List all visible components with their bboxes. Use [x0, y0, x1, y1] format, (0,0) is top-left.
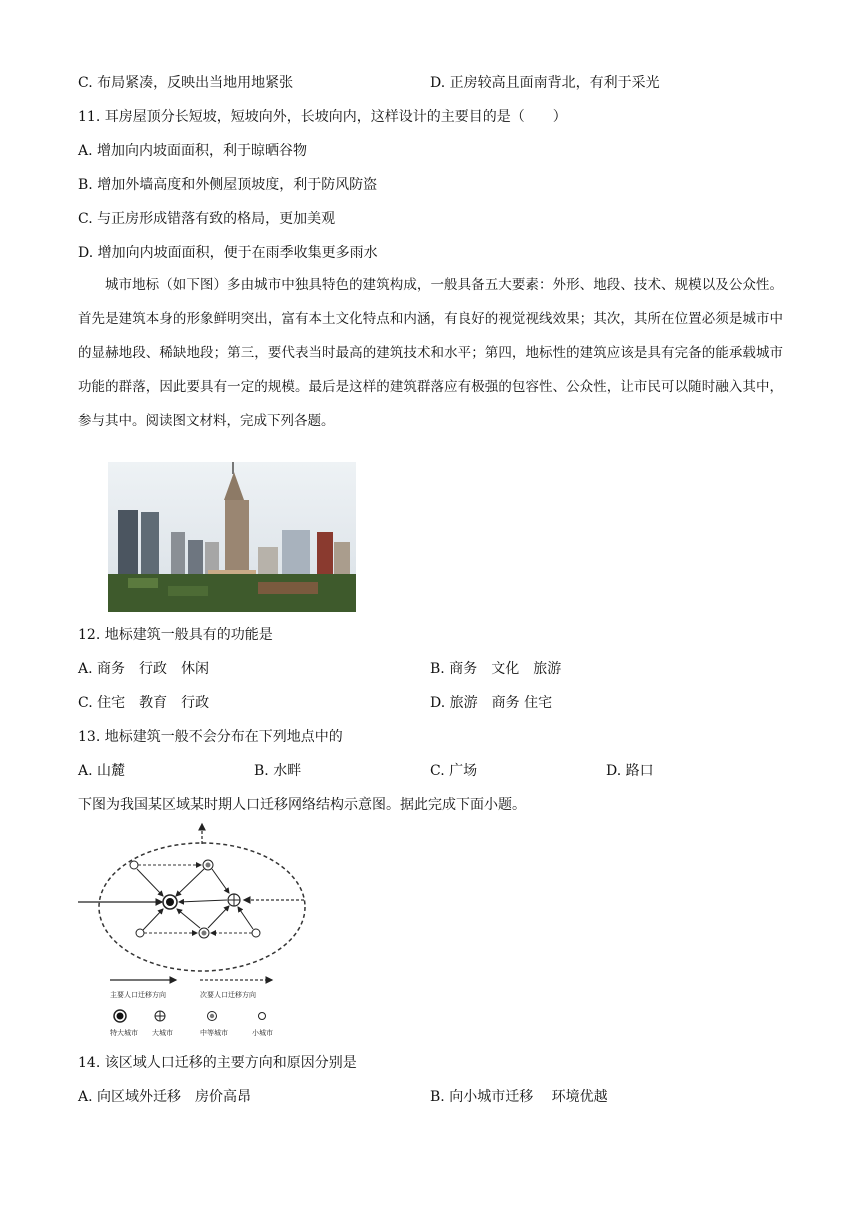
legend-mega-city: 特大城市: [110, 1029, 138, 1037]
q11-option-d: D. 增加向内坡面面积，便于在雨季收集更多雨水: [78, 245, 378, 261]
q13-stem: 13. 地标建筑一般不会分布在下列地点中的: [78, 729, 343, 745]
migration-network-diagram: [78, 820, 310, 1042]
q10-option-c: C. 布局紧凑，反映出当地用地紧张: [78, 75, 294, 91]
q12-option-c: C. 住宅 教育 行政: [78, 695, 210, 711]
q13-option-c: C. 广场: [430, 763, 478, 779]
passage-text: 城市地标（如下图）多由城市中独具特色的建筑构成，一般具备五大要素：外形、地段、技术、规模以及公众性。首先是建筑本身的形象鲜明突出，富有本土文化特点和内涵，有良好的视觉视线效果；其次，其所在位置必须是城市中的显赫地段、稀缺地段；第三，要代表当时最高的建筑技术和水平；第四，地标性的建筑应该是具有完备的能承载城市功能的群落，因此要具有一定的规模。最后是这样的建筑群落应有极强的包容性、公众性，让市民可以随时融入其中，参与其中。阅读图文材料，完成下列各题。: [78, 277, 783, 429]
q12-stem: 12. 地标建筑一般具有的功能是: [78, 627, 273, 643]
q14-stem: 14. 该区域人口迁移的主要方向和原因分别是: [78, 1055, 357, 1071]
q12-option-a: A. 商务 行政 休闲: [78, 661, 210, 677]
q14-intro: 下图为我国某区域某时期人口迁移网络结构示意图。据此完成下面小题。: [78, 797, 526, 813]
q14-option-a: A. 向区域外迁移 房价高昂: [78, 1089, 252, 1105]
q11-option-a: A. 增加向内坡面面积，利于晾晒谷物: [78, 143, 308, 159]
legend-large-city: 大城市: [152, 1029, 173, 1037]
q12-option-d: D. 旅游 商务 住宅: [430, 695, 553, 711]
q11-stem: 11. 耳房屋顶分长短坡，短坡向外，长坡向内，这样设计的主要目的是（ ）: [78, 109, 567, 125]
q13-option-d: D. 路口: [606, 763, 654, 779]
legend-small-city: 小城市: [252, 1029, 273, 1037]
q12-option-b: B. 商务 文化 旅游: [430, 661, 562, 677]
q13-option-a: A. 山麓: [78, 763, 126, 779]
legend-secondary-migration: 次要人口迁移方向: [200, 991, 256, 999]
q14-option-b: B. 向小城市迁移 环境优越: [430, 1089, 608, 1105]
q11-option-b: B. 增加外墙高度和外侧屋顶坡度，利于防风防盗: [78, 177, 378, 193]
q13-option-b: B. 水畔: [254, 763, 302, 779]
q11-option-c: C. 与正房形成错落有致的格局，更加美观: [78, 211, 336, 227]
legend-main-migration: 主要人口迁移方向: [110, 991, 166, 999]
q10-option-d: D. 正房较高且面南背北，有利于采光: [430, 75, 660, 91]
legend-medium-city: 中等城市: [200, 1029, 228, 1037]
city-landmark-photo: [108, 462, 356, 612]
